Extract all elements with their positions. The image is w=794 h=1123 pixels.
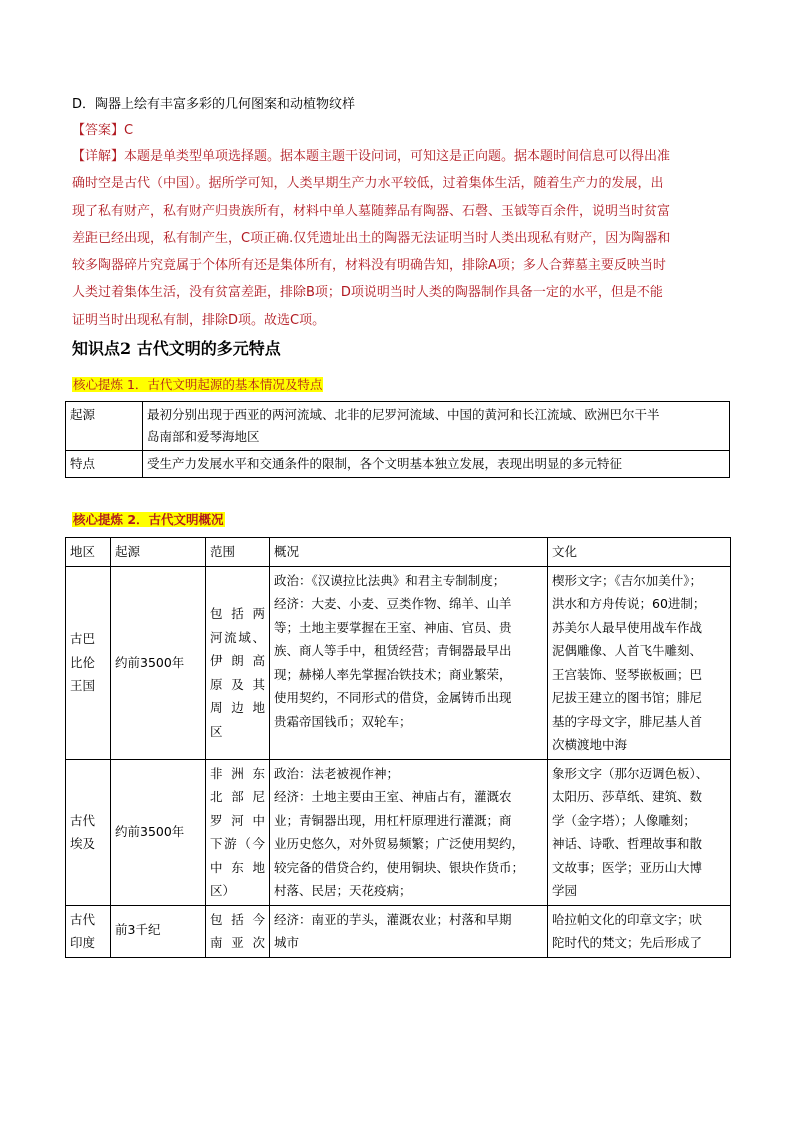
region-cell: 古代 印度: [66, 905, 111, 957]
civilization-table: [65, 537, 731, 958]
table-row: [66, 905, 731, 957]
core-label-1-text: 核心提炼 1．古代文明起源的基本情况及特点: [73, 377, 323, 392]
scope-line: 北部尼: [210, 789, 265, 804]
culture-cell: 象形文字（那尔迈调色板）、 太阳历、莎草纸、建筑、数 学（金字塔）；人像雕刻； 神话、诗歌、哲理故事和散 文故事；医学；亚历山大博 学园: [548, 759, 731, 905]
culture-cell: 哈拉帕文化的印章文字；吠 陀时代的梵文；先后形成了: [548, 905, 731, 957]
table-row: [66, 566, 731, 759]
scope-line: 包括今: [210, 911, 265, 927]
origin-table: [65, 401, 730, 478]
scope-line: 下游（今: [210, 836, 265, 851]
origin-label: 起源: [66, 402, 143, 451]
table-row: [66, 451, 730, 478]
core-label-1: [72, 376, 323, 395]
culture-cell: 楔形文字；《吉尔加美什》； 洪水和方舟传说；60进制； 苏美尔人最早使用战车作战 泥偶雕像、人首飞牛雕刻、 王宫装饰、竖琴嵌板画；巴 尼拔王建立的图书馆；腓尼 基的字母文字，腓尼基人首 次横渡地中海: [548, 566, 731, 759]
table-row: [66, 402, 730, 451]
explanation-line: 证明当时出现私有制，排除D项。故选C项。: [72, 313, 326, 328]
scope-line: 区）: [210, 883, 236, 898]
header-origin: 起源: [111, 538, 206, 567]
region-cell: 古巴 比伦 王国: [66, 566, 111, 759]
scope-line: 伊朗高: [210, 653, 265, 668]
scope-line: 区: [210, 723, 223, 739]
scope-line: 中东地: [210, 859, 265, 875]
scope-line: 罗河中: [210, 812, 265, 828]
scope-line: 非洲东: [210, 765, 265, 781]
scope-line: 河流域、: [210, 629, 265, 645]
answer: 【答案】C: [72, 123, 134, 138]
explanation-line: 现了私有财产，私有财产归贵族所有，材料中单人墓随葬品有陶器、石磬、玉钺等百余件，说明当时贫富: [72, 204, 671, 219]
option-d: D．陶器上绘有丰富多彩的几何图案和动植物纹样: [72, 97, 356, 112]
region-cell: 古代 埃及: [66, 759, 111, 905]
scope-cell: [206, 566, 270, 759]
scope-line: 南亚次: [210, 935, 265, 950]
explanation-line: 差距已经出现，私有制产生，C项正确.仅凭遗址出土的陶器无法证明当时人类出现私有财产，因为陶器和: [72, 231, 671, 246]
table-row: [66, 759, 731, 905]
origin-text: 最初分别出现于西亚的两河流域、北非的尼罗河流域、中国的黄河和长江流域、欧洲巴尔干半 岛南部和爱琴海地区: [143, 402, 730, 451]
origin-cell: 前3千纪: [111, 905, 206, 957]
explanation-line: 确时空是古代（中国）。据所学可知，人类早期生产力水平较低，过着集体生活，随着生产力的发展，出: [72, 176, 664, 191]
origin-cell: 约前3500年: [111, 566, 206, 759]
section-title: 知识点2 古代文明的多元特点: [72, 339, 281, 358]
feature-text: 受生产力发展水平和交通条件的限制，各个文明基本独立发展，表现出明显的多元特征: [143, 451, 730, 478]
overview-cell: 政治：法老被视作神； 经济：土地主要由王室、神庙占有，灌溉农 业；青铜器出现，用杠杆原理进行灌溉；商 业历史悠久，对外贸易频繁；广泛使用契约， 较完备的借贷合约，使用铜块、银块作货币； 村落、民居；天花疫病；: [270, 759, 548, 905]
table-header-row: [66, 538, 731, 567]
explanation-line: 【详解】本题是单类型单项选择题。据本题主题干设问词，可知这是正向题。据本题时间信息可以得出准: [72, 149, 671, 164]
overview-cell: 经济：南亚的芋头，灌溉农业；村落和早期 城市: [270, 905, 548, 957]
origin-cell: 约前3500年: [111, 759, 206, 905]
scope-cell: [206, 759, 270, 905]
scope-cell: [206, 905, 270, 957]
overview-cell: 政治：《汉谟拉比法典》和君主专制制度； 经济：大麦、小麦、豆类作物、绵羊、山羊 等；土地主要掌握在王室、神庙、官员、贵 族、商人等手中，租赁经营；青铜器最早出 现；赫梯人率先掌握冶铁技术；商业繁荣， 使用契约，不同形式的借贷，金属铸币出现 贵霜帝国钱币；双轮车；: [270, 566, 548, 759]
header-region: 地区: [66, 538, 111, 567]
header-scope: 范围: [206, 538, 270, 567]
header-overview: 概况: [270, 538, 548, 567]
scope-line: 包括两: [210, 606, 265, 621]
header-culture: 文化: [548, 538, 731, 567]
core-label-2: [72, 511, 225, 530]
scope-line: 周边地: [210, 700, 265, 715]
feature-label: 特点: [66, 451, 143, 478]
scope-line: 原及其: [210, 676, 265, 692]
core-label-2-text: 核心提炼 2．古代文明概况: [73, 512, 224, 527]
explanation-line: 人类过着集体生活，没有贫富差距，排除B项；D项说明当时人类的陶器制作具备一定的水平，但是不能: [72, 285, 663, 300]
explanation-line: 较多陶器碎片究竟属于个体所有还是集体所有，材料没有明确告知，排除A项；多人合葬墓主要反映当时: [72, 258, 666, 273]
